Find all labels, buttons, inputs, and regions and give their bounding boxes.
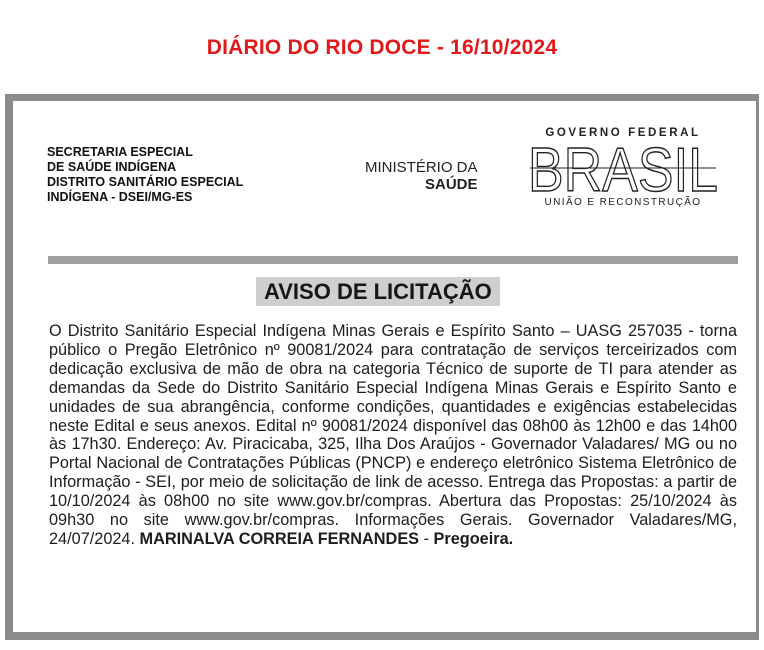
ministry-line2: SAÚDE: [425, 176, 478, 193]
government-bottom-text: UNIÃO E RECONSTRUÇÃO: [544, 197, 702, 208]
org-block: [47, 145, 243, 205]
brasil-logo-mark: [526, 141, 720, 195]
org-line: INDÍGENA - DSEI/MG-ES: [47, 190, 193, 204]
signer-separator: -: [419, 529, 434, 548]
government-logo: [523, 127, 723, 208]
signer-name: MARINALVA CORREIA FERNANDES: [139, 529, 420, 548]
ministry-logo: [365, 159, 478, 193]
brasil-logo-text: BRASIL: [528, 141, 718, 195]
org-line: DE SAÚDE INDÍGENA: [47, 160, 177, 174]
signer-role: Pregoeira.: [433, 529, 514, 548]
ministry-line1: MINISTÉRIO DA: [365, 159, 478, 176]
notice-title: AVISO DE LICITAÇÃO: [256, 277, 500, 306]
org-line: SECRETARIA ESPECIAL: [47, 145, 193, 159]
notice-frame: [5, 94, 759, 640]
divider: [48, 256, 738, 264]
newspaper-title: DIÁRIO DO RIO DOCE - 16/10/2024: [206, 36, 558, 59]
notice-text: O Distrito Sanitário Especial Indígena Minas Gerais e Espírito Santo – UASG 257035 - torna público o Pregão Eletrônico nº 90081/2024 para contratação de serviços terceirizados com dedicação exclusiva de mão de obra na categoria Técnico de suporte de TI para atender as demandas da Sede do Distrito Sanitário Especial Indígena Minas Gerais e Espírito Santo e unidades de sua abrangência, conforme condições, quantidades e exigências estabelecidas neste Edital e seus anexos. Edital nº 90081/2024 disponível das 08h00 às 12h00 e das 14h00 às 17h30. Endereço: Av. Piracicaba, 325, Ilha Dos Araújos - Governador Valadares/ MG ou no Portal Nacional de Contratações Públicas (PNCP) e endereço eletrônico Sistema Eletrônico de Informação - SEI, por meio de solicitação de link de acesso. Entrega das Propostas: a partir de 10/10/2024 às 08h00 no site www.gov.br/compras. Abertura das Propostas: 25/10/2024 às 09h30 no site www.gov.br/compras. Informações Gerais. Governador Valadares/MG, 24/07/2024.: [49, 322, 737, 548]
notice-body: [49, 322, 737, 549]
government-top-text: GOVERNO FEDERAL: [545, 127, 701, 139]
org-line: DISTRITO SANITÁRIO ESPECIAL: [47, 175, 244, 189]
